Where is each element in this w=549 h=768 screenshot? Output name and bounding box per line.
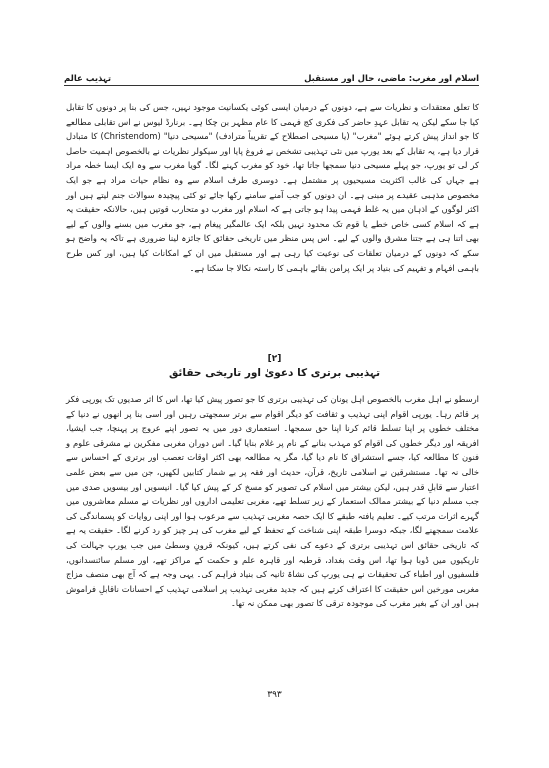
header-journal-title: تہذیب عالم [64, 74, 112, 84]
header-rule [64, 85, 479, 86]
paragraph: ارسطو نے اہل مغرب بالخصوص اہل یونان کی تہذیبی برتری کا جو تصور پیش کیا تھا، اس کا اثر صدیوں تک یورپی فکر پر قائم رہا۔ یورپی اقوام اپنی تہذیب و ثقافت کو دیگر اقوام سے برتر سمجھتی رہیں اور اسی بنا پر انھوں نے دنیا کے مختلف خطوں پر اپنا تسلط قائم کرنا اپنا حق سمجھا۔ استعماری دور میں یہ تصور اپنے عروج پر پہنچا، جب ایشیا، افریقہ اور دیگر خطوں کی اقوام کو مہذب بنانے کے نام پر غلام بنایا گیا۔ اس دوران مغربی مفکرین نے مشرقی علوم و فنون کا مطالعہ کیا، جسے استشراق کا نام دیا گیا، مگر یہ مطالعہ بھی اکثر اوقات تعصب اور برتری کے احساس سے خالی نہ تھا۔ مستشرقین نے اسلامی تاریخ، قرآن، حدیث اور فقہ پر بے شمار کتابیں لکھیں، جن میں سے بعض علمی اعتبار سے قابلِ قدر ہیں، لیکن بیشتر میں اسلام کی تصویر کو مسخ کر کے پیش کیا گیا۔ انیسویں اور بیسویں صدی میں جب مسلم دنیا کے بیشتر ممالک استعمار کے زیر تسلط تھے، مغربی تعلیمی اداروں اور نظریات نے مسلم معاشروں میں گہرے اثرات مرتب کیے۔ تعلیم یافتہ طبقے کا ایک حصہ مغربی تہذیب سے مرعوب ہوا اور اپنی روایات کو پسماندگی کی علامت سمجھنے لگا، جبکہ دوسرا طبقہ اپنی شناخت کے تحفظ کے لیے مغرب کی ہر چیز کو رد کرنے لگا۔ حقیقت یہ ہے کہ تاریخی حقائق اس تہذیبی برتری کے دعوے کی نفی کرتے ہیں، کیونکہ قرونِ وسطیٰ میں جب یورپ جہالت کی تاریکیوں میں ڈوبا ہوا تھا، اس وقت بغداد، قرطبہ اور قاہرہ علم و حکمت کے مراکز تھے، اور مسلم سائنسدانوں، فلسفیوں اور اطباء کی تحقیقات نے ہی یورپ کی نشاۃ ثانیہ کی بنیاد فراہم کی۔ یہی وجہ ہے کہ آج بھی منصف مزاج مغربی مورخین اس حقیقت کا اعتراف کرتے ہیں کہ جدید مغربی تہذیب پر اسلامی تہذیب کے احسانات ناقابلِ فراموش ہیں اور ان کے بغیر مغرب کی موجودہ ترقی کا تصور بھی ممکن نہ تھا۔ [66, 394, 479, 609]
body-text-block-1 [66, 100, 479, 275]
running-header [64, 73, 479, 84]
paragraph: کا تعلق معتقدات و نظریات سے ہے، دونوں کے درمیان ایسی کوئی یکسانیت موجود نہیں، جس کی بنا پر دونوں کا تقابل کیا جا سکے لیکن یہ تقابل عہدِ حاضر کی فکری کج فہمی کا عام مظہر بن چکا ہے۔ برنارڈ لیوس نے اس تقابلی مطالعے کا جو انداز پیش کرتے ہوئے "مغرب" (یا مسیحی اصطلاح کے تقریباً مترادف) "مسیحی دنیا" (Christendom) کا متبادل قرار دیا ہے، یہ تقابل کے بعد یورپ میں نئی تہذیبی تشخص نے فروغ پایا اور سیکولر نظریات نے بالخصوص اہمیت حاصل کر لی تو یورپ، جو پہلے مسیحی دنیا سمجھا جاتا تھا، خود کو مغرب کہنے لگا۔ گویا مغرب سے وہ ایک ایسا خطہ مراد ہے جہاں کی غالب اکثریت مسیحیوں پر مشتمل ہے۔ دوسری طرف اسلام سے وہ نظام حیات مراد ہے جو ایک مخصوص مذہبی عقیدے پر مبنی ہے۔ ان دونوں کو جب آمنے سامنے رکھا جائے تو کئی پیچیدہ سوالات جنم لیتے ہیں اور اکثر لوگوں کے اذہان میں یہ غلط فہمی پیدا ہو جاتی ہے کہ اسلام اور مغرب دو متحارب قوتیں ہیں، حالانکہ حقیقت یہ ہے کہ اسلام کسی خاص خطے یا قوم تک محدود نہیں بلکہ ایک عالمگیر پیغام ہے، جو مغرب میں بسنے والوں کے لیے بھی اتنا ہی ہے جتنا مشرق والوں کے لیے۔ اس پس منظر میں تاریخی حقائق کا جائزہ لینا ضروری ہے تاکہ یہ واضح ہو سکے کہ دونوں کے درمیان تعلقات کی نوعیت کیا رہی ہے اور مستقبل میں ان کے امکانات کیا ہیں، اور کس طرح باہمی افہام و تفہیم کی بنیاد پر ایک پرامن بقائے باہمی کا راستہ نکالا جا سکتا ہے۔ [66, 102, 479, 273]
section-number: [۲] [267, 354, 282, 364]
body-text-block-2 [66, 392, 479, 611]
section-heading: تہذیبی برتری کا دعویٰ اور تاریخی حقائق [168, 367, 381, 379]
page-number: ۳۹۳ [267, 690, 282, 700]
header-book-title: اسلام اور مغرب: ماضی، حال اور مستقبل [304, 73, 479, 84]
